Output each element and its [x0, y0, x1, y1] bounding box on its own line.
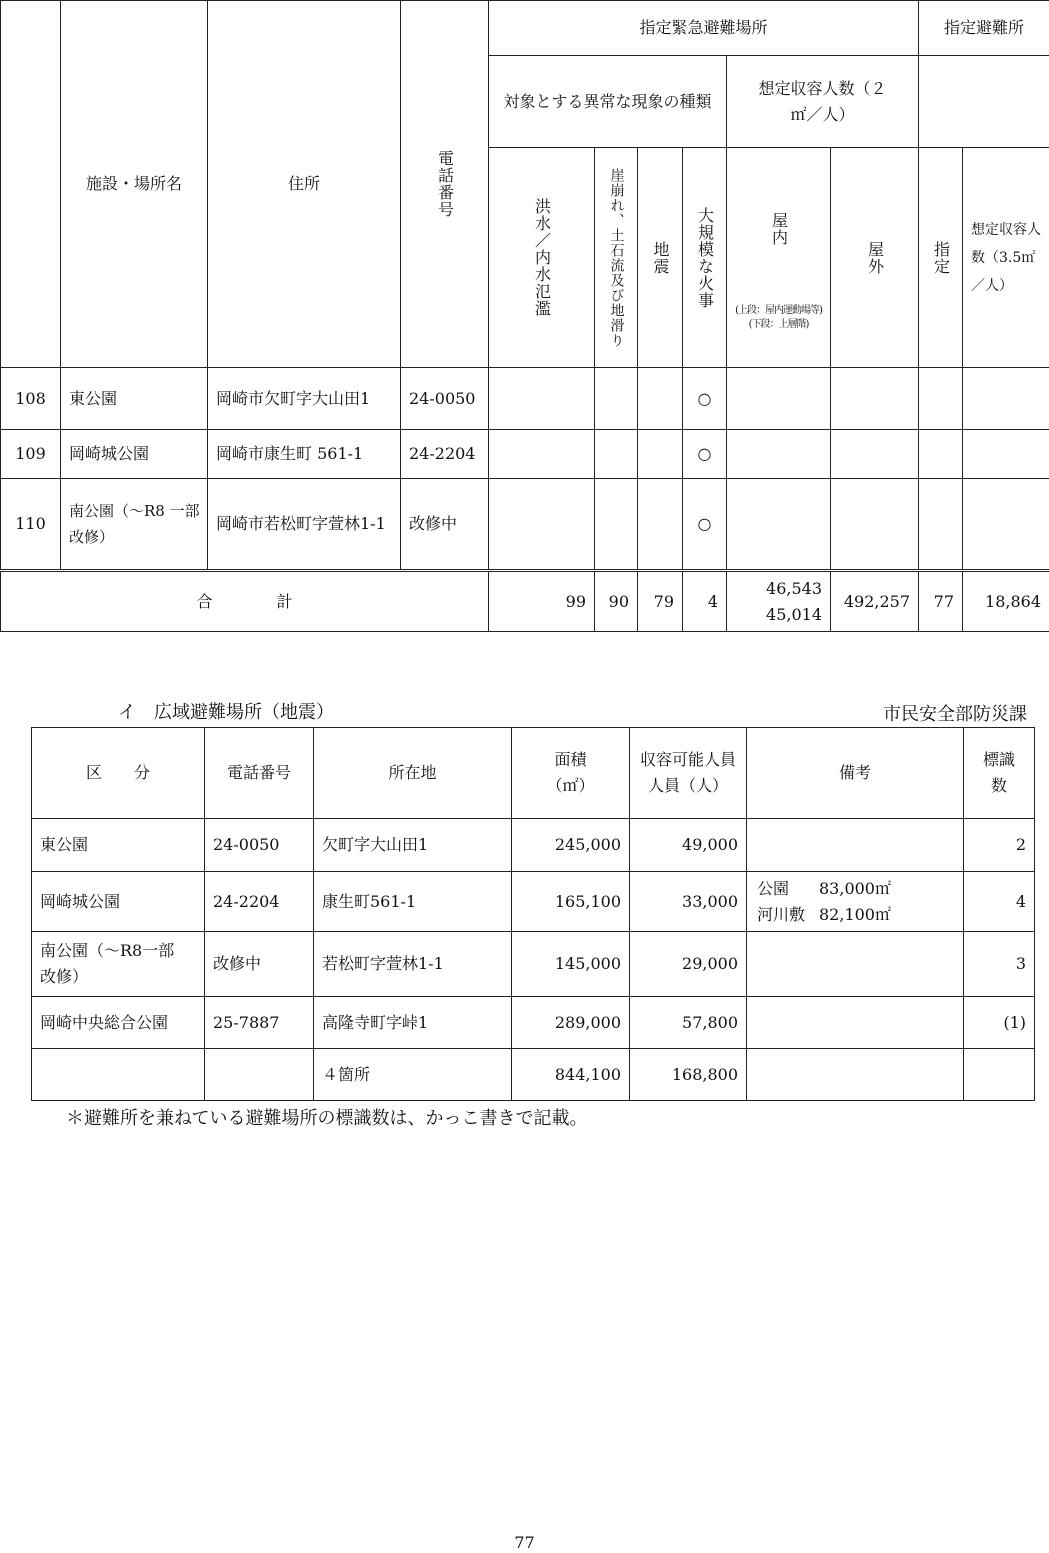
footnote: ＊避難所を兼ねている避難場所の標識数は、かっこ書きで記載。 [66, 1108, 588, 1129]
header-outdoor-text: 屋外 [865, 240, 885, 275]
table-row [32, 819, 1035, 872]
header-facility-name: 施設・場所名 [61, 1, 208, 368]
total-indoor [727, 571, 831, 632]
table-row [1, 368, 1049, 430]
total-phone [205, 1049, 314, 1101]
row-earthquake [638, 479, 683, 571]
header-phone2: 電話番号 [205, 728, 314, 819]
total-signs [964, 1049, 1035, 1101]
header-category: 区 分 [32, 728, 205, 819]
row-area: 289,000 [512, 997, 630, 1049]
total-indoor-lower: 45,014 [766, 604, 822, 624]
row-shelter-capacity [963, 479, 1049, 571]
row-no: 108 [1, 368, 61, 430]
total-capacity: 168,800 [630, 1049, 747, 1101]
header-area: 面積（㎡） [512, 728, 630, 819]
header-no [1, 1, 61, 368]
header-remarks: 備考 [747, 728, 964, 819]
row-outdoor [831, 368, 919, 430]
header-designated-text: 指定 [931, 240, 951, 275]
row-phone: 24-2204 [205, 872, 314, 932]
header-phone [401, 1, 489, 368]
total-row [32, 1049, 1035, 1101]
header-shelter: 指定避難所 [919, 1, 1049, 56]
row-signs: (1) [964, 997, 1035, 1049]
row-flood [489, 368, 595, 430]
row-flood [489, 430, 595, 479]
header-emergency-area: 指定緊急避難場所 [489, 1, 919, 56]
total-indoor-upper: 46,543 [766, 578, 822, 598]
row-area: 245,000 [512, 819, 630, 872]
row-earthquake [638, 430, 683, 479]
remark-park-value: 83,000㎡ [819, 878, 891, 898]
row-name: 東公園 [61, 368, 208, 430]
row-address: 岡崎市若松町字萱林1-1 [208, 479, 401, 571]
row-indoor [727, 368, 831, 430]
header-address: 住所 [208, 1, 401, 368]
header-indoor [727, 148, 831, 368]
row-designated [919, 479, 963, 571]
header-earthquake [638, 148, 683, 368]
row-landslide [595, 368, 638, 430]
row-remarks [747, 932, 964, 997]
row-capacity: 49,000 [630, 819, 747, 872]
header-blank [919, 56, 1049, 148]
row-shelter-capacity [963, 368, 1049, 430]
row-indoor [727, 479, 831, 571]
header-location: 所在地 [314, 728, 512, 819]
total-row [1, 571, 1049, 632]
department-label: 市民安全部防災課 [883, 704, 1027, 725]
header-fire-text: 大規模な火事 [695, 206, 715, 309]
row-shelter-capacity [963, 430, 1049, 479]
row-earthquake [638, 368, 683, 430]
row-landslide [595, 430, 638, 479]
table-row [32, 872, 1035, 932]
total-location: ４箇所 [314, 1049, 512, 1101]
header-signs: 標識数 [964, 728, 1035, 819]
table-row [1, 479, 1049, 571]
total-outdoor: 492,257 [831, 571, 919, 632]
remark-river-value: 82,100㎡ [819, 904, 891, 924]
row-signs: 3 [964, 932, 1035, 997]
header-phone-text: 電話番号 [435, 150, 455, 218]
total-flood: 99 [489, 571, 595, 632]
header-indoor-note2: (下段：上層階) [748, 318, 809, 330]
row-address: 岡崎市欠町字大山田1 [208, 368, 401, 430]
table-row [1, 430, 1049, 479]
row-outdoor [831, 479, 919, 571]
total-area: 844,100 [512, 1049, 630, 1101]
row-phone: 改修中 [205, 932, 314, 997]
header-flood-text: 洪水／内水氾濫 [532, 198, 552, 317]
row-remarks [747, 872, 964, 932]
table-row [32, 997, 1035, 1049]
header-designated [919, 148, 963, 368]
row-remarks [747, 997, 964, 1049]
row-location: 康生町561-1 [314, 872, 512, 932]
header-capacity2: 収容可能人員人員（人） [630, 728, 747, 819]
row-signs: 4 [964, 872, 1035, 932]
total-landslide: 90 [595, 571, 638, 632]
row-phone: 25-7887 [205, 997, 314, 1049]
row-fire: ○ [683, 368, 727, 430]
row-name: 南公園（～R8 一部改修） [61, 479, 208, 571]
row-flood [489, 479, 595, 571]
row-no: 109 [1, 430, 61, 479]
row-category: 岡崎中央総合公園 [32, 997, 205, 1049]
row-address: 岡崎市康生町 561-1 [208, 430, 401, 479]
row-phone: 24-2204 [401, 430, 489, 479]
remark-river-label: 河川敷 [757, 904, 806, 924]
wide-area-table [31, 727, 1035, 1101]
header-flood [489, 148, 595, 368]
row-capacity: 33,000 [630, 872, 747, 932]
total-shelter-capacity: 18,864 [963, 571, 1049, 632]
shelter-table [0, 0, 1049, 632]
row-signs: 2 [964, 819, 1035, 872]
total-category [32, 1049, 205, 1101]
row-category: 岡崎城公園 [32, 872, 205, 932]
header-indoor-text: 屋内 [769, 211, 789, 246]
header-indoor-note1: (上段：屋内運動場等) [735, 304, 822, 316]
row-area: 165,100 [512, 872, 630, 932]
row-phone: 改修中 [401, 479, 489, 571]
row-landslide [595, 479, 638, 571]
total-remarks [747, 1049, 964, 1101]
row-indoor [727, 430, 831, 479]
row-name: 岡崎城公園 [61, 430, 208, 479]
remark-park-label: 公園 [757, 878, 790, 898]
row-outdoor [831, 430, 919, 479]
row-phone: 24-0050 [205, 819, 314, 872]
row-phone: 24-0050 [401, 368, 489, 430]
header-capacity: 想定収容人数（２㎡／人） [727, 56, 919, 148]
header-shelter-capacity: 想定収容人数（3.5㎡／人） [963, 148, 1049, 368]
row-capacity: 57,800 [630, 997, 747, 1049]
row-category: 東公園 [32, 819, 205, 872]
row-fire: ○ [683, 479, 727, 571]
row-area: 145,000 [512, 932, 630, 997]
header-landslide-text: 崖崩れ、土石流及び地滑り [608, 167, 625, 348]
header-landslide [595, 148, 638, 368]
total-fire: 4 [683, 571, 727, 632]
row-category: 南公園（～R8一部改修） [32, 932, 205, 997]
page-number: 77 [514, 1533, 535, 1552]
row-location: 若松町字萱林1-1 [314, 932, 512, 997]
header-fire [683, 148, 727, 368]
row-location: 欠町字大山田1 [314, 819, 512, 872]
row-fire: ○ [683, 430, 727, 479]
header-earthquake-text: 地震 [651, 240, 670, 275]
row-capacity: 29,000 [630, 932, 747, 997]
total-label: 合 計 [1, 571, 489, 632]
total-designated: 77 [919, 571, 963, 632]
section-title: イ 広域避難場所（地震） [118, 702, 334, 723]
row-no: 110 [1, 479, 61, 571]
total-earthquake: 79 [638, 571, 683, 632]
row-remarks [747, 819, 964, 872]
row-designated [919, 430, 963, 479]
row-location: 高隆寺町字峠1 [314, 997, 512, 1049]
table-row [32, 932, 1035, 997]
header-outdoor [831, 148, 919, 368]
header-phenomena: 対象とする異常な現象の種類 [489, 56, 727, 148]
row-designated [919, 368, 963, 430]
